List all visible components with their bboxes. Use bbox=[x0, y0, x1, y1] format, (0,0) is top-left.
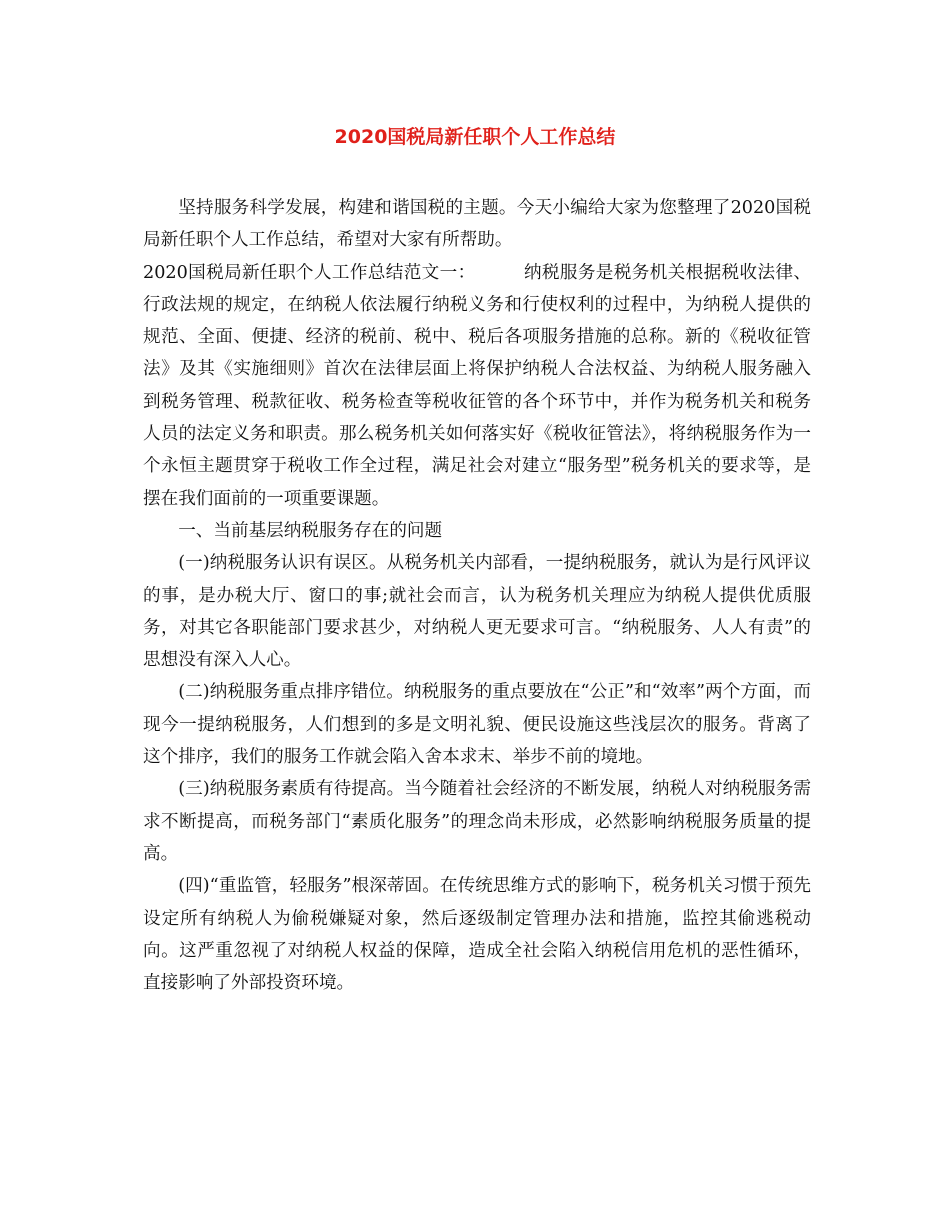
intro-paragraph: 坚持服务科学发展，构建和谐国税的主题。今天小编给大家为您整理了2020国税局新任职个人工作总结，希望对大家有所帮助。 bbox=[143, 198, 811, 251]
example-heading: 2020国税局新任职个人工作总结范文一： bbox=[143, 262, 476, 283]
document-title: 2020国税局新任职个人工作总结 bbox=[334, 126, 616, 148]
example-paragraph bbox=[143, 257, 811, 515]
issue-paragraph-1: (一)纳税服务认识有误区。从税务机关内部看，一提纳税服务，就认为是行风评议的事，是办税大厅、窗口的事;就社会而言，认为税务机关理应为纳税人提供优质服务，对其它各职能部门要求甚少，对纳税人更无要求可言。“纳税服务、人人有责”的思想没有深入人心。 bbox=[143, 553, 811, 671]
example-text: 纳税服务是税务机关根据税收法律、行政法规的规定，在纳税人依法履行纳税义务和行使权利的过程中，为纳税人提供的规范、全面、便捷、经济的税前、税中、税后各项服务措施的总称。新的《税收征管法》及其《实施细则》首次在法律层面上将保护纳税人合法权益、为纳税人服务融入到税务管理、税款征收、税务检查等税收征管的各个环节中，并作为税务机关和税务人员的法定义务和职责。那么税务机关如何落实好《税收征管法》，将纳税服务作为一个永恒主题贯穿于税收工作全过程，满足社会对建立“服务型”税务机关的要求等，是摆在我们面前的一项重要课题。 bbox=[143, 262, 811, 509]
section-heading: 一、当前基层纳税服务存在的问题 bbox=[178, 520, 443, 541]
issue-paragraph-3: (三)纳税服务素质有待提高。当今随着社会经济的不断发展，纳税人对纳税服务需求不断提高，而税务部门“素质化服务”的理念尚未形成，必然影响纳税服务质量的提高。 bbox=[143, 779, 811, 864]
issue-paragraph-2: (二)纳税服务重点排序错位。纳税服务的重点要放在“公正”和“效率”两个方面，而现今一提纳税服务，人们想到的多是文明礼貌、便民设施这些浅层次的服务。背离了这个排序，我们的服务工作就会陷入舍本求末、举步不前的境地。 bbox=[143, 682, 811, 768]
document-body bbox=[143, 192, 811, 999]
issue-paragraph-4: (四)“重监管，轻服务”根深蒂固。在传统思维方式的影响下，税务机关习惯于预先设定所有纳税人为偷税嫌疑对象，然后逐级制定管理办法和措施，监控其偷逃税动向。这严重忽视了对纳税人权益的保障，造成全社会陷入纳税信用危机的恶性循环，直接影响了外部投资环境。 bbox=[143, 876, 811, 994]
